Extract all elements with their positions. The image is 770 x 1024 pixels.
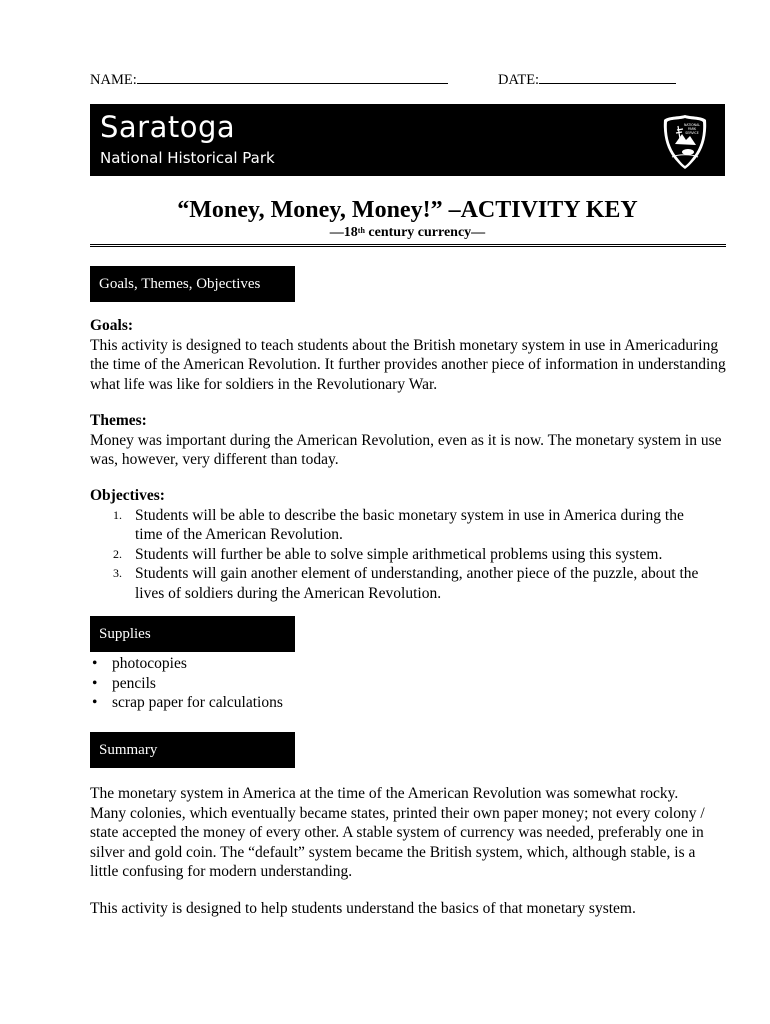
nps-arrowhead-icon (662, 114, 708, 170)
themes-block (90, 411, 730, 470)
banner-title: Saratoga (100, 110, 236, 144)
park-banner (90, 104, 725, 176)
name-label: NAME: (90, 72, 137, 88)
supplies-list (90, 654, 730, 713)
list-item: • pencils (112, 674, 730, 694)
banner-subtitle: National Historical Park (100, 149, 275, 167)
objectives-label: Objectives: (90, 487, 165, 504)
goals-text: This activity is designed to teach students about the British monetary system in use in Americaduring the time of the American Revolution. It further provides another piece of information in understanding what life was like for soldiers in the Revolutionary War. (90, 336, 726, 393)
date-blank[interactable] (539, 70, 676, 84)
goals-block (90, 316, 730, 394)
svg-text:SERVICE: SERVICE (685, 131, 699, 135)
section-header-summary: Summary (90, 732, 295, 768)
list-item: Students will be able to describe the basic monetary system in use in America during the time of the American Revolution. (135, 506, 684, 543)
list-item: Students will further be able to solve simple arithmetical problems using this system. (135, 545, 663, 563)
date-field[interactable] (498, 70, 676, 89)
page-subtitle: —18th century currency— (329, 225, 486, 240)
name-blank[interactable] (137, 70, 448, 84)
goals-label: Goals: (90, 317, 134, 334)
list-item: • photocopies (112, 654, 730, 674)
themes-label: Themes: (90, 412, 147, 429)
name-field[interactable] (90, 70, 448, 89)
date-label: DATE: (498, 72, 540, 88)
supplies-block (90, 654, 730, 713)
list-item: Students will gain another element of understanding, another piece of the puzzle, about the lives of soldiers during the American Revolution. (135, 565, 699, 602)
page-title: “Money, Money, Money!” –ACTIVITY KEY (177, 197, 638, 223)
themes-text: Money was important during the American Revolution, even as it is now. The monetary system in use was, however, very different than today. (90, 431, 722, 468)
section-header-supplies: Supplies (90, 616, 295, 652)
svg-text:PARK: PARK (687, 127, 697, 131)
logo-text: NATIONAL (683, 123, 701, 127)
list-item: • scrap paper for calculations (112, 693, 730, 713)
summary-closing: This activity is designed to help students understand the basics of that monetary system. (90, 900, 636, 917)
title-divider-second (90, 246, 726, 248)
objectives-block (90, 486, 710, 603)
summary-paragraph: The monetary system in America at the time of the American Revolution was somewhat rocky. Many colonies, which eventually became states, printed their own paper money; not every colony / state accepted the money of every other. A stable system of currency was needed, preferably one in silver and gold coin. The “default” system became the British system, which, although stable, is a little confusing for modern understanding. (90, 785, 705, 880)
section-header-goals: Goals, Themes, Objectives (90, 266, 295, 302)
objectives-list (90, 506, 710, 604)
